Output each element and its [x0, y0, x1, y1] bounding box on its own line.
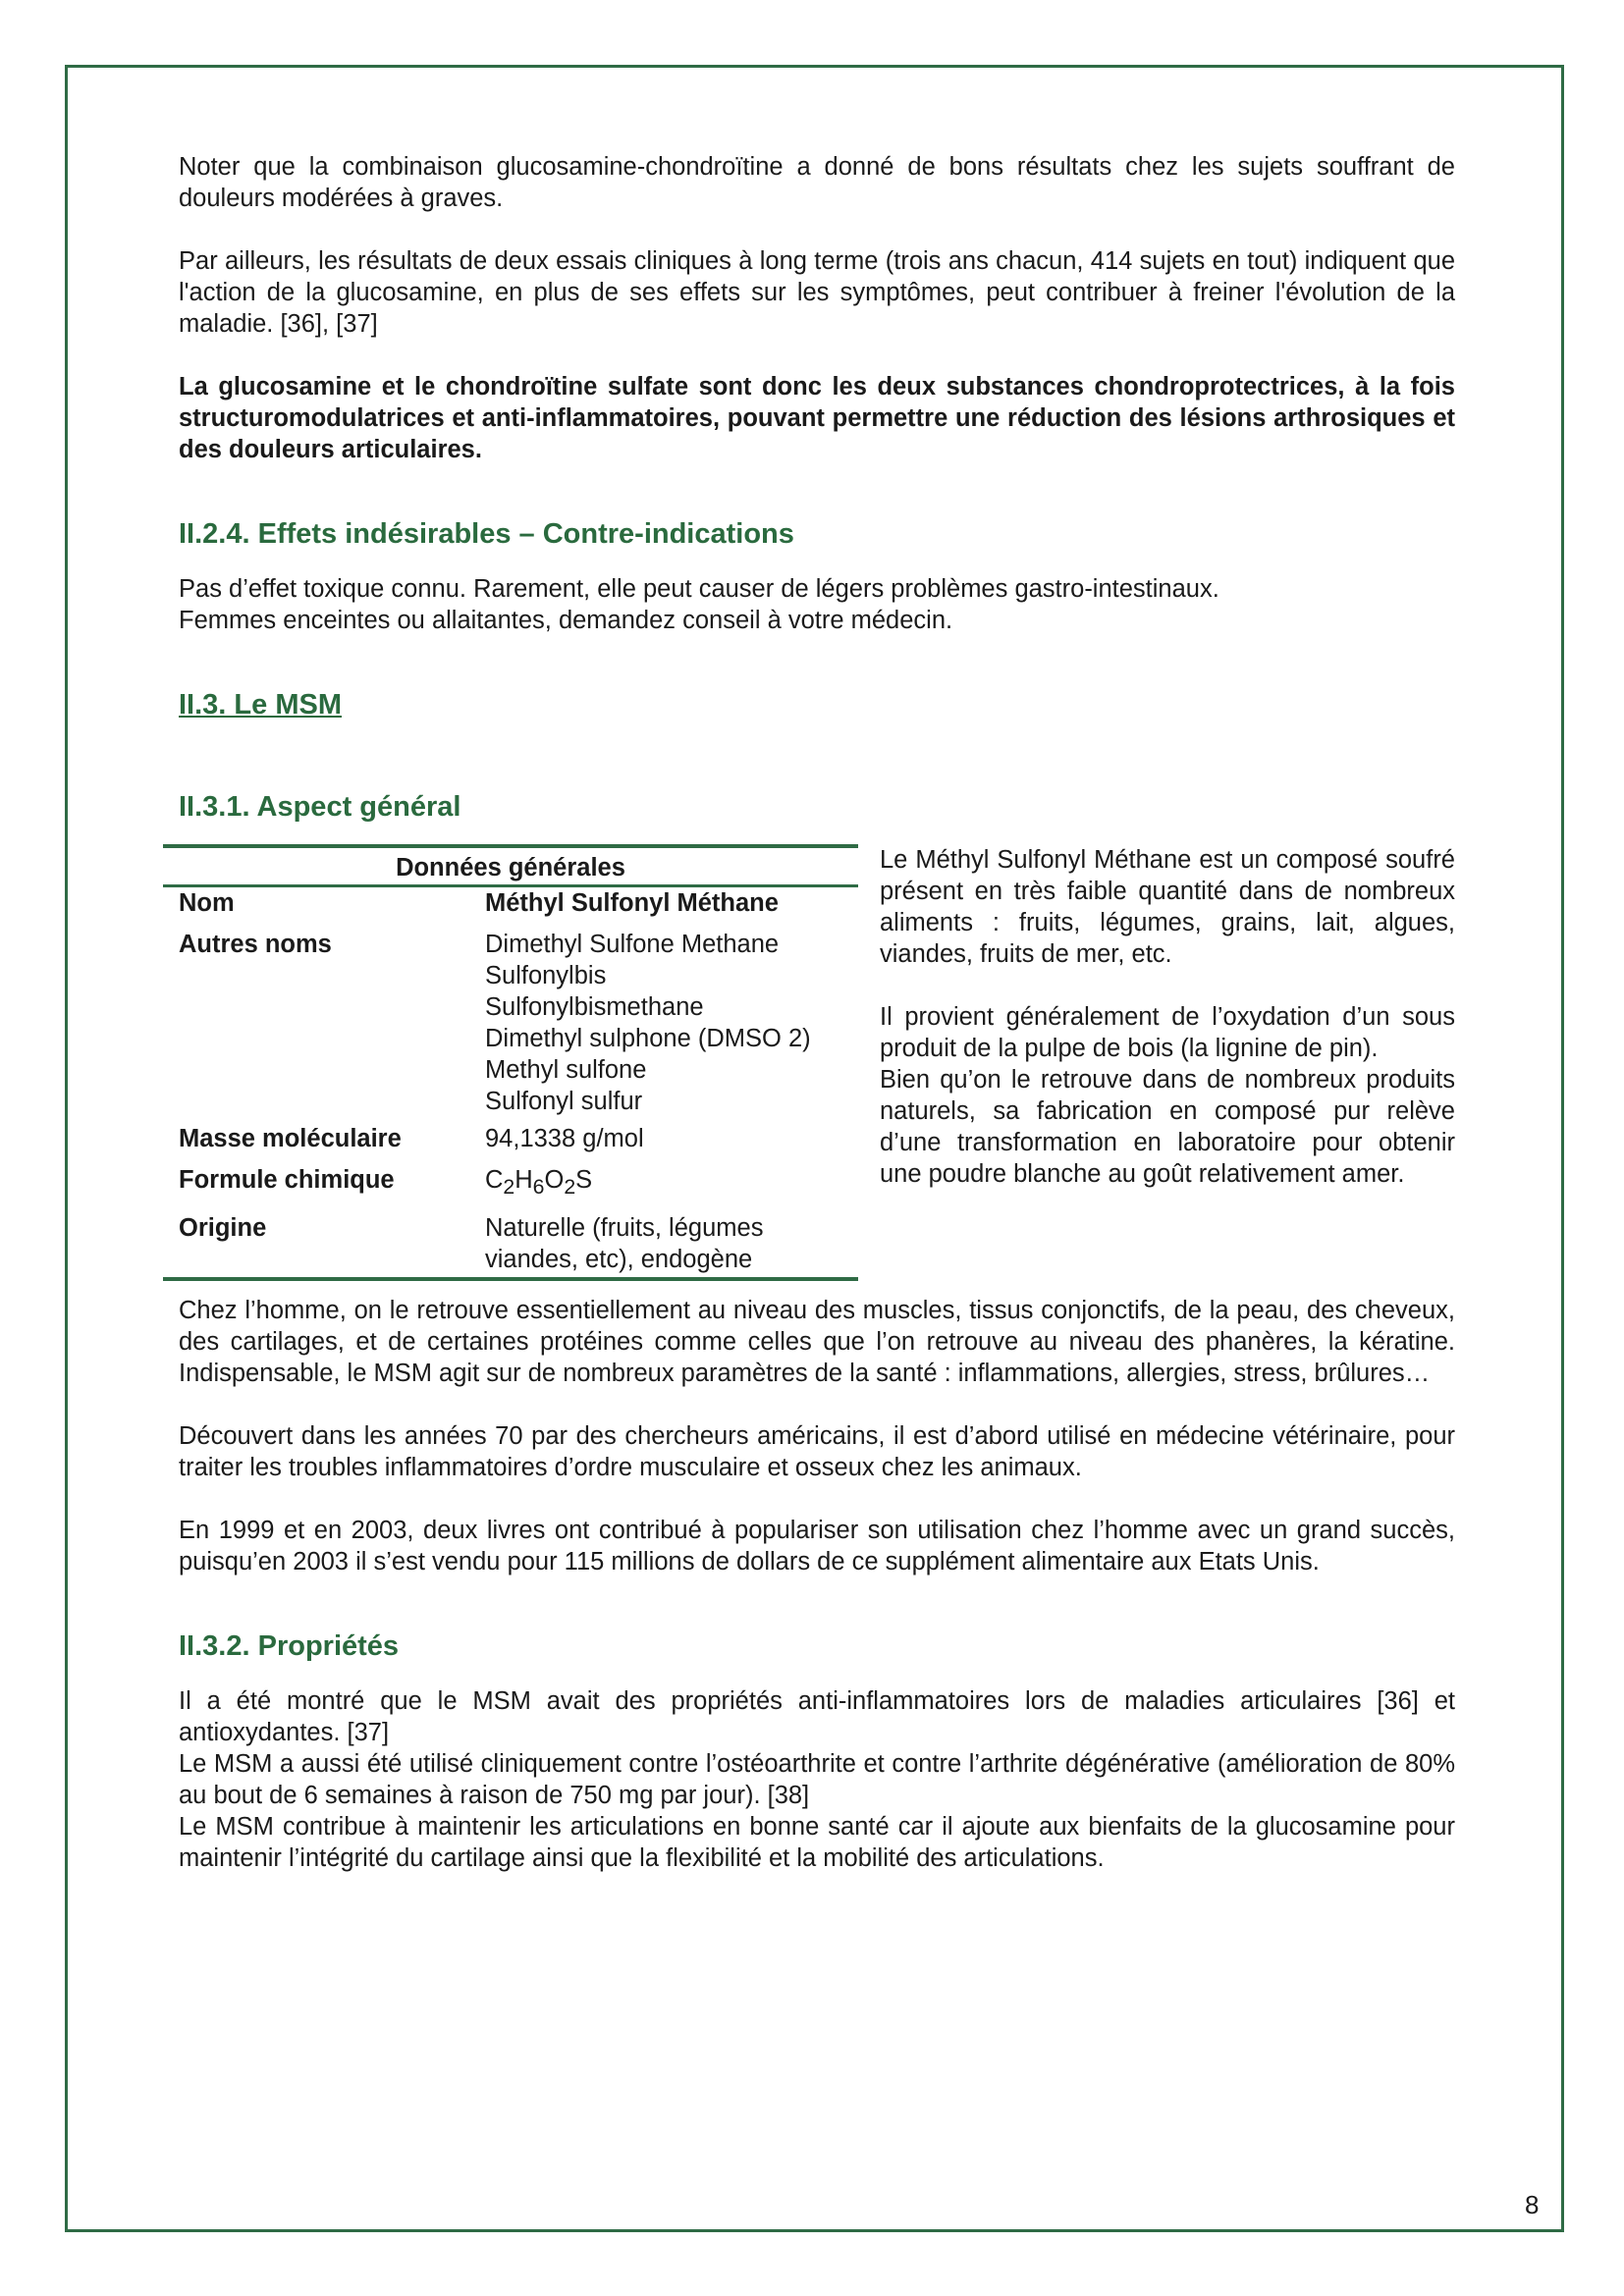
- row-label: Masse moléculaire: [179, 1125, 402, 1152]
- section-heading-2-3: II.3. Le MSM: [179, 689, 342, 721]
- row-label: Formule chimique: [179, 1166, 395, 1194]
- general-data-table: [163, 844, 858, 1281]
- paragraph: Le Méthyl Sulfonyl Méthane est un composé soufré présent en très faible quantité dans de nombreux aliments : fruits, légumes, grains, lait, algues, viandes, fruits de mer, etc.: [880, 846, 1455, 968]
- paragraph: Par ailleurs, les résultats de deux essais cliniques à long terme (trois ans chacun, 414 sujets en tout) indiquent que l'action de la glucosamine, en plus de ses effets sur les symptômes, peut contribuer à freiner l'évolution de la maladie. [36], [37]: [179, 247, 1455, 338]
- table-row: [163, 886, 858, 926]
- row-value: Dimethyl sulphone (DMSO 2): [485, 1025, 811, 1052]
- table-row: [163, 925, 858, 1123]
- side-text: [880, 844, 1455, 1190]
- paragraph: Le MSM contribue à maintenir les articulations en bonne santé car il ajoute aux bienfaits de la glucosamine pour maintenir l’intégrité du cartilage ainsi que la flexibilité et la mobilité des articulations.: [179, 1813, 1455, 1873]
- row-value: Sulfonyl sulfur: [485, 1088, 643, 1115]
- page-content: [179, 151, 1455, 1874]
- row-value-list: [469, 925, 858, 1123]
- page-number: 8: [1525, 2190, 1540, 2219]
- table-row: [163, 1160, 858, 1208]
- row-label: Nom: [179, 889, 235, 917]
- row-value: 94,1338 g/mol: [485, 1125, 644, 1152]
- section-heading-2-3-2: II.3.2. Propriétés: [179, 1630, 400, 1663]
- chemical-formula: $C_2H_6O_2S$: [485, 1166, 593, 1200]
- paragraph: Découvert dans les années 70 par des chercheurs américains, il est d’abord utilisé en médecine vétérinaire, pour traiter les troubles inflammatoires d’ordre musculaire et osseux chez les animaux.: [179, 1422, 1455, 1482]
- row-label: Origine: [163, 1208, 469, 1279]
- table-row: [163, 1208, 858, 1279]
- row-value: viandes, etc), endogène: [485, 1246, 753, 1274]
- section-heading-2-2-4: II.2.4. Effets indésirables – Contre-indications: [179, 518, 794, 550]
- paragraph: Chez l’homme, on le retrouve essentiellement au niveau des muscles, tissus conjonctifs, de la peau, des cheveux, des cartilages, et de certaines protéines comme celles que l’on retrouve au niveau des phanères, la kératine. Indispensable, le MSM agit sur de nombreux paramètres de la santé : inflammations, allergies, stress, brûlures…: [179, 1297, 1455, 1388]
- paragraph: En 1999 et en 2003, deux livres ont contribué à populariser son utilisation chez l’homme avec un grand succès, puisqu’en 2003 il s’est vendu pour 115 millions de dollars de ce supplément alimentaire aux Etats Unis.: [179, 1517, 1455, 1576]
- table-with-sidebar: [179, 844, 1455, 1281]
- paragraph: Le MSM a aussi été utilisé cliniquement contre l’ostéoarthrite et contre l’arthrite dégénérative (amélioration de 80% au bout de 6 semaines à raison de 750 mg par jour). [38]: [179, 1750, 1455, 1810]
- row-value: Dimethyl Sulfone Methane: [485, 931, 780, 958]
- paragraph: Il a été montré que le MSM avait des propriétés anti-inflammatoires lors de maladies articulaires [36] et antioxydantes. [37]: [179, 1687, 1455, 1747]
- table-row: [163, 1123, 858, 1160]
- row-value: Sulfonylbis: [485, 962, 607, 989]
- row-value-list: [469, 1208, 858, 1279]
- row-value: Méthyl Sulfonyl Méthane: [485, 889, 779, 917]
- conclusion-paragraph: La glucosamine et le chondroïtine sulfate sont donc les deux substances chondroprotectrices, à la fois structuromodulatrices et anti-inflammatoires, pouvant permettre une réduction des lésions arthrosiques et des douleurs articulaires.: [179, 373, 1455, 463]
- row-value: Methyl sulfone: [485, 1056, 647, 1084]
- paragraph-line: Pas d’effet toxique connu. Rarement, elle peut causer de légers problèmes gastro-intestinaux.: [179, 575, 1219, 603]
- table-header: Données générales: [163, 846, 858, 886]
- row-value: Naturelle (fruits, légumes: [485, 1214, 764, 1243]
- section-heading-2-3-1: II.3.1. Aspect général: [179, 791, 461, 823]
- row-label: Autres noms: [179, 931, 332, 958]
- paragraph-line: Femmes enceintes ou allaitantes, demandez conseil à votre médecin.: [179, 607, 953, 634]
- paragraph: Noter que la combinaison glucosamine-chondroïtine a donné de bons résultats chez les sujets souffrant de douleurs modérées à graves.: [179, 153, 1455, 212]
- paragraph: Il provient généralement de l’oxydation d’un sous produit de la pulpe de bois (la lignine de pin).: [880, 1003, 1455, 1062]
- paragraph: Bien qu’on le retrouve dans de nombreux produits naturels, sa fabrication en composé pur relève d’une transformation en laboratoire pour obtenir une poudre blanche au goût relativement amer.: [880, 1066, 1455, 1188]
- row-value: Sulfonylbismethane: [485, 993, 704, 1021]
